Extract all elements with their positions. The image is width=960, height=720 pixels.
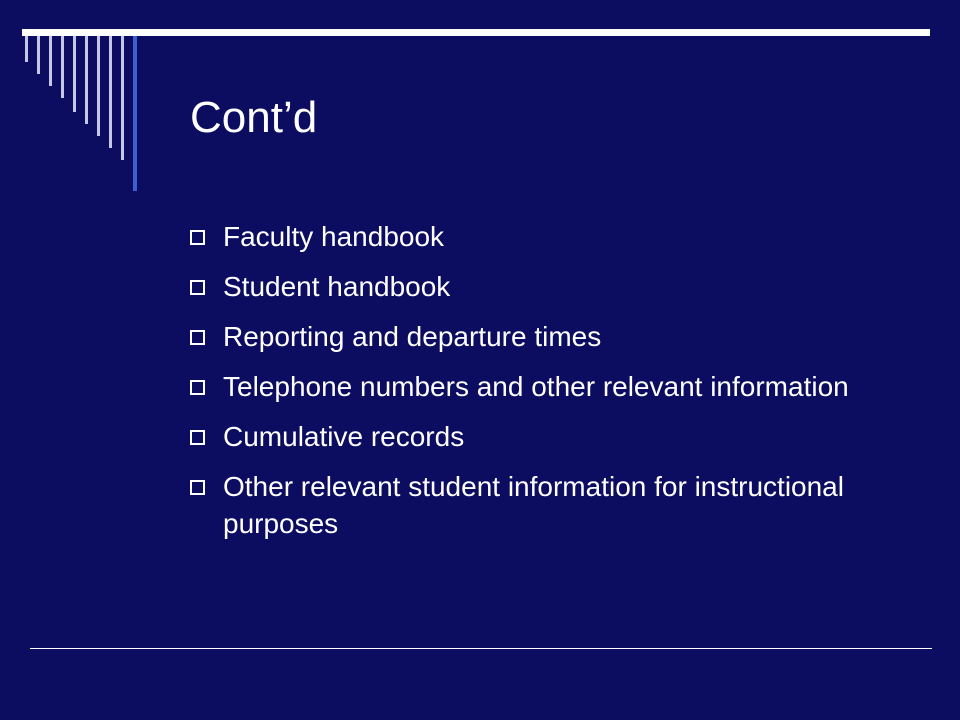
- bullet-list: [190, 218, 890, 555]
- bullet-item: [190, 268, 890, 305]
- bullet-text: Reporting and departure times: [223, 321, 602, 352]
- bullet-item: [190, 318, 890, 355]
- stripe-line: [73, 36, 76, 112]
- hollow-square-icon: [190, 480, 205, 495]
- stripe-line: [133, 36, 137, 191]
- bottom-divider-line: [30, 648, 932, 649]
- bullet-text: Student handbook: [223, 271, 451, 302]
- top-divider-line: [22, 29, 930, 36]
- hollow-square-icon: [190, 430, 205, 445]
- stripe-line: [37, 36, 40, 74]
- hollow-square-icon: [190, 280, 205, 295]
- bullet-text: Other relevant student information for instructional purposes: [223, 471, 844, 539]
- hollow-square-icon: [190, 230, 205, 245]
- bullet-item: [190, 468, 890, 542]
- bullet-text: Faculty handbook: [223, 221, 445, 252]
- stripe-line: [85, 36, 88, 124]
- stripe-line: [109, 36, 112, 148]
- bullet-item: [190, 418, 890, 455]
- hollow-square-icon: [190, 380, 205, 395]
- slide-title: Cont’d: [190, 93, 318, 142]
- bullet-item: [190, 218, 890, 255]
- stripe-line: [61, 36, 64, 98]
- stripe-line: [121, 36, 124, 160]
- bullet-text: Telephone numbers and other relevant information: [223, 371, 849, 402]
- stripe-line: [25, 36, 28, 62]
- bullet-text: Cumulative records: [223, 421, 465, 452]
- hollow-square-icon: [190, 330, 205, 345]
- stripe-line: [49, 36, 52, 86]
- bullet-item: [190, 368, 890, 405]
- stripe-line: [97, 36, 100, 136]
